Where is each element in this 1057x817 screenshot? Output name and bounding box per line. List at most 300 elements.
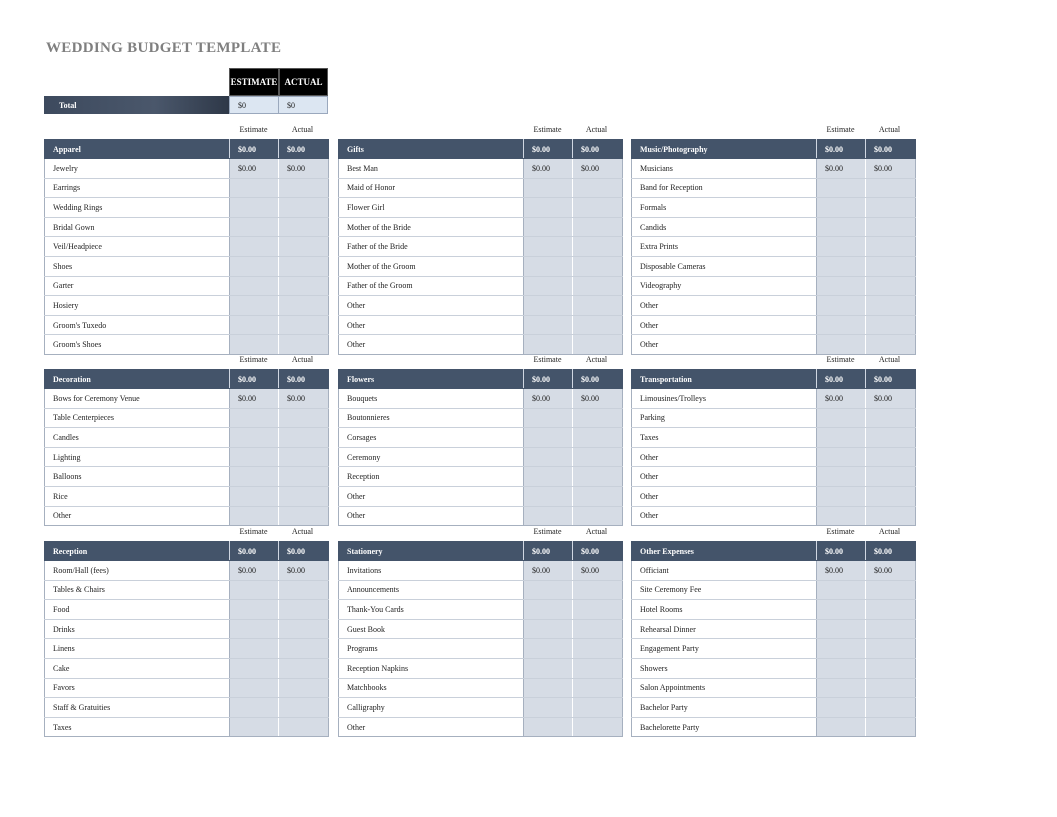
item-actual-cell[interactable] (279, 256, 329, 276)
item-estimate-cell[interactable] (817, 296, 866, 316)
item-estimate-cell[interactable] (817, 658, 866, 678)
item-estimate-cell[interactable] (817, 198, 866, 218)
category-header-row (632, 370, 916, 389)
table-row (632, 159, 916, 179)
item-estimate-cell[interactable] (817, 335, 866, 355)
estimate-column-label: Estimate (826, 355, 855, 364)
item-label[interactable]: Engagement Party (632, 639, 817, 659)
category-estimate-total[interactable]: $0.00 (817, 140, 866, 159)
item-actual-cell[interactable] (866, 315, 916, 335)
item-estimate-cell[interactable] (230, 315, 279, 335)
table-row (45, 335, 329, 355)
item-label[interactable]: Groom's Tuxedo (45, 315, 230, 335)
item-actual-cell[interactable] (866, 276, 916, 296)
item-actual-cell[interactable] (573, 315, 623, 335)
category-actual-total[interactable]: $0.00 (866, 542, 916, 561)
item-actual-cell[interactable] (866, 408, 916, 428)
item-label[interactable]: Rice (45, 486, 230, 506)
item-label[interactable]: Table Centerpieces (45, 408, 230, 428)
category-actual-total[interactable]: $0.00 (279, 370, 329, 389)
category-actual-total[interactable]: $0.00 (866, 140, 916, 159)
category-name[interactable]: Apparel (45, 140, 230, 159)
item-actual-cell[interactable] (573, 600, 623, 620)
item-estimate-cell[interactable] (230, 428, 279, 448)
table-row (45, 217, 329, 237)
item-label[interactable]: Mother of the Groom (339, 256, 524, 276)
item-label[interactable]: Videography (632, 276, 817, 296)
item-actual-cell[interactable] (573, 580, 623, 600)
item-label[interactable]: Father of the Groom (339, 276, 524, 296)
item-actual-cell[interactable] (279, 178, 329, 198)
table-row (339, 580, 623, 600)
item-actual-cell[interactable] (279, 467, 329, 487)
table-row (632, 467, 916, 487)
item-actual-cell[interactable] (279, 639, 329, 659)
category-estimate-total[interactable]: $0.00 (230, 140, 279, 159)
item-label[interactable]: Extra Prints (632, 237, 817, 257)
item-actual-cell[interactable] (866, 217, 916, 237)
item-estimate-cell[interactable] (817, 276, 866, 296)
item-label[interactable]: Earrings (45, 178, 230, 198)
item-estimate-cell[interactable]: $0.00 (817, 389, 866, 409)
item-estimate-cell[interactable] (524, 276, 573, 296)
item-label[interactable]: Other (339, 296, 524, 316)
item-label[interactable]: Hotel Rooms (632, 600, 817, 620)
category-actual-total[interactable]: $0.00 (573, 370, 623, 389)
item-estimate-cell[interactable] (817, 698, 866, 718)
category-estimate-total[interactable]: $0.00 (817, 542, 866, 561)
item-estimate-cell[interactable]: $0.00 (524, 389, 573, 409)
item-estimate-cell[interactable] (524, 315, 573, 335)
item-label[interactable]: Guest Book (339, 619, 524, 639)
item-actual-cell[interactable]: $0.00 (279, 561, 329, 581)
item-label[interactable]: Favors (45, 678, 230, 698)
item-estimate-cell[interactable] (817, 678, 866, 698)
item-actual-cell[interactable] (279, 217, 329, 237)
category-actual-total[interactable]: $0.00 (279, 140, 329, 159)
item-label[interactable]: Invitations (339, 561, 524, 581)
item-label[interactable]: Programs (339, 639, 524, 659)
item-estimate-cell[interactable]: $0.00 (230, 389, 279, 409)
item-actual-cell[interactable] (279, 678, 329, 698)
item-label[interactable]: Bachelor Party (632, 698, 817, 718)
table-row (45, 408, 329, 428)
item-estimate-cell[interactable] (524, 639, 573, 659)
item-label[interactable]: Officiant (632, 561, 817, 581)
item-estimate-cell[interactable] (524, 408, 573, 428)
item-estimate-cell[interactable] (230, 256, 279, 276)
item-label[interactable]: Shoes (45, 256, 230, 276)
item-actual-cell[interactable] (573, 256, 623, 276)
item-label[interactable]: Other (339, 486, 524, 506)
item-estimate-cell[interactable]: $0.00 (524, 561, 573, 581)
item-estimate-cell[interactable] (817, 237, 866, 257)
item-estimate-cell[interactable] (524, 717, 573, 737)
item-actual-cell[interactable] (279, 506, 329, 526)
summary-estimate-header[interactable]: ESTIMATE (229, 68, 279, 96)
item-actual-cell[interactable]: $0.00 (279, 389, 329, 409)
item-actual-cell[interactable] (866, 717, 916, 737)
category-name[interactable]: Transportation (632, 370, 817, 389)
table-row (339, 296, 623, 316)
category-actual-total[interactable]: $0.00 (279, 542, 329, 561)
category-table (631, 541, 916, 737)
item-label[interactable]: Site Ceremony Fee (632, 580, 817, 600)
summary-estimate-total[interactable]: $0 (229, 96, 279, 114)
item-actual-cell[interactable] (573, 506, 623, 526)
item-label[interactable]: Garter (45, 276, 230, 296)
item-actual-cell[interactable] (573, 447, 623, 467)
item-actual-cell[interactable] (573, 658, 623, 678)
item-actual-cell[interactable] (279, 658, 329, 678)
item-label[interactable]: Showers (632, 658, 817, 678)
category-actual-total[interactable]: $0.00 (573, 542, 623, 561)
item-label[interactable]: Other (632, 447, 817, 467)
item-label[interactable]: Matchbooks (339, 678, 524, 698)
item-actual-cell[interactable] (866, 335, 916, 355)
item-estimate-cell[interactable] (230, 658, 279, 678)
category-decoration (44, 355, 328, 526)
table-row (339, 408, 623, 428)
table-row (339, 698, 623, 718)
item-label[interactable]: Other (339, 335, 524, 355)
item-estimate-cell[interactable] (524, 428, 573, 448)
table-row (632, 678, 916, 698)
item-estimate-cell[interactable]: $0.00 (230, 561, 279, 581)
item-label[interactable]: Other (632, 335, 817, 355)
item-actual-cell[interactable] (279, 619, 329, 639)
item-actual-cell[interactable] (866, 678, 916, 698)
category-name[interactable]: Flowers (339, 370, 524, 389)
table-row (45, 580, 329, 600)
item-actual-cell[interactable] (573, 335, 623, 355)
item-label[interactable]: Jewelry (45, 159, 230, 179)
item-label[interactable]: Wedding Rings (45, 198, 230, 218)
table-row (339, 276, 623, 296)
item-label[interactable]: Taxes (45, 717, 230, 737)
item-estimate-cell[interactable] (524, 678, 573, 698)
item-label[interactable]: Candids (632, 217, 817, 237)
item-estimate-cell[interactable]: $0.00 (230, 159, 279, 179)
item-estimate-cell[interactable] (524, 237, 573, 257)
item-actual-cell[interactable] (866, 467, 916, 487)
item-label[interactable]: Taxes (632, 428, 817, 448)
item-actual-cell[interactable] (866, 600, 916, 620)
item-actual-cell[interactable] (866, 198, 916, 218)
category-estimate-total[interactable]: $0.00 (817, 370, 866, 389)
item-label[interactable]: Other (339, 506, 524, 526)
item-estimate-cell[interactable] (817, 600, 866, 620)
estimate-column-label: Estimate (239, 125, 268, 134)
item-estimate-cell[interactable] (230, 678, 279, 698)
column-labels (816, 355, 915, 367)
item-estimate-cell[interactable] (230, 178, 279, 198)
item-label[interactable]: Formals (632, 198, 817, 218)
item-actual-cell[interactable] (279, 335, 329, 355)
item-actual-cell[interactable] (279, 698, 329, 718)
item-label[interactable]: Bachelorette Party (632, 717, 817, 737)
item-label[interactable]: Reception (339, 467, 524, 487)
item-estimate-cell[interactable] (817, 717, 866, 737)
table-row (339, 486, 623, 506)
table-row (339, 315, 623, 335)
item-actual-cell[interactable] (573, 619, 623, 639)
item-estimate-cell[interactable] (524, 698, 573, 718)
category-estimate-total[interactable]: $0.00 (524, 542, 573, 561)
item-label[interactable]: Groom's Shoes (45, 335, 230, 355)
item-actual-cell[interactable] (866, 698, 916, 718)
item-label[interactable]: Musicians (632, 159, 817, 179)
item-estimate-cell[interactable] (524, 580, 573, 600)
table-row (45, 428, 329, 448)
table-row (339, 678, 623, 698)
item-label[interactable]: Other (339, 315, 524, 335)
item-estimate-cell[interactable]: $0.00 (817, 159, 866, 179)
item-label[interactable]: Other (632, 506, 817, 526)
category-estimate-total[interactable]: $0.00 (230, 370, 279, 389)
item-estimate-cell[interactable] (524, 506, 573, 526)
table-row (632, 237, 916, 257)
item-label[interactable]: Bouquets (339, 389, 524, 409)
item-estimate-cell[interactable] (230, 198, 279, 218)
item-actual-cell[interactable] (866, 296, 916, 316)
item-actual-cell[interactable]: $0.00 (573, 389, 623, 409)
item-actual-cell[interactable]: $0.00 (866, 159, 916, 179)
item-actual-cell[interactable] (279, 315, 329, 335)
item-actual-cell[interactable] (573, 486, 623, 506)
category-name[interactable]: Decoration (45, 370, 230, 389)
item-label[interactable]: Lighting (45, 447, 230, 467)
item-actual-cell[interactable] (573, 408, 623, 428)
item-actual-cell[interactable] (573, 639, 623, 659)
item-label[interactable]: Maid of Honor (339, 178, 524, 198)
category-gifts (338, 125, 622, 355)
item-label[interactable]: Mother of the Bride (339, 217, 524, 237)
item-label[interactable]: Rehearsal Dinner (632, 619, 817, 639)
item-estimate-cell[interactable] (524, 198, 573, 218)
item-estimate-cell[interactable] (817, 408, 866, 428)
item-estimate-cell[interactable] (230, 408, 279, 428)
item-estimate-cell[interactable] (230, 600, 279, 620)
item-actual-cell[interactable] (866, 639, 916, 659)
item-estimate-cell[interactable] (524, 486, 573, 506)
item-actual-cell[interactable] (279, 276, 329, 296)
item-label[interactable]: Bridal Gown (45, 217, 230, 237)
item-estimate-cell[interactable] (817, 639, 866, 659)
item-actual-cell[interactable] (279, 600, 329, 620)
item-actual-cell[interactable] (573, 296, 623, 316)
summary-actual-header[interactable]: ACTUAL (279, 68, 328, 96)
item-label[interactable]: Parking (632, 408, 817, 428)
item-estimate-cell[interactable] (817, 217, 866, 237)
item-estimate-cell[interactable] (524, 619, 573, 639)
item-actual-cell[interactable] (279, 486, 329, 506)
item-actual-cell[interactable] (866, 428, 916, 448)
item-actual-cell[interactable]: $0.00 (866, 389, 916, 409)
item-actual-cell[interactable] (279, 447, 329, 467)
table-row (632, 335, 916, 355)
item-estimate-cell[interactable]: $0.00 (524, 159, 573, 179)
item-actual-cell[interactable]: $0.00 (279, 159, 329, 179)
item-actual-cell[interactable] (573, 217, 623, 237)
item-estimate-cell[interactable] (230, 639, 279, 659)
item-estimate-cell[interactable] (230, 698, 279, 718)
table-row (632, 580, 916, 600)
item-estimate-cell[interactable] (817, 619, 866, 639)
item-actual-cell[interactable] (866, 237, 916, 257)
item-actual-cell[interactable] (279, 237, 329, 257)
table-row (632, 389, 916, 409)
item-actual-cell[interactable] (573, 467, 623, 487)
item-label[interactable]: Staff & Gratuities (45, 698, 230, 718)
item-actual-cell[interactable]: $0.00 (573, 561, 623, 581)
item-actual-cell[interactable] (866, 580, 916, 600)
item-actual-cell[interactable]: $0.00 (573, 159, 623, 179)
category-name[interactable]: Music/Photography (632, 140, 817, 159)
item-estimate-cell[interactable] (817, 467, 866, 487)
item-label[interactable]: Flower Girl (339, 198, 524, 218)
item-label[interactable]: Drinks (45, 619, 230, 639)
item-actual-cell[interactable] (279, 717, 329, 737)
item-label[interactable]: Bows for Ceremony Venue (45, 389, 230, 409)
item-label[interactable]: Disposable Cameras (632, 256, 817, 276)
category-stationery (338, 527, 622, 737)
item-label[interactable]: Father of the Bride (339, 237, 524, 257)
item-estimate-cell[interactable] (817, 506, 866, 526)
category-estimate-total[interactable]: $0.00 (524, 370, 573, 389)
item-label[interactable]: Candles (45, 428, 230, 448)
item-label[interactable]: Reception Napkins (339, 658, 524, 678)
table-row (45, 561, 329, 581)
item-estimate-cell[interactable] (230, 447, 279, 467)
category-name[interactable]: Stationery (339, 542, 524, 561)
item-actual-cell[interactable] (279, 408, 329, 428)
item-label[interactable]: Other (45, 506, 230, 526)
summary-total-label[interactable]: Total (44, 96, 229, 114)
category-name[interactable]: Reception (45, 542, 230, 561)
item-estimate-cell[interactable] (817, 580, 866, 600)
item-label[interactable]: Veil/Headpiece (45, 237, 230, 257)
item-actual-cell[interactable] (279, 428, 329, 448)
item-label[interactable]: Salon Appointments (632, 678, 817, 698)
item-label[interactable]: Thank-You Cards (339, 600, 524, 620)
item-label[interactable]: Best Man (339, 159, 524, 179)
item-label[interactable]: Other (632, 315, 817, 335)
item-estimate-cell[interactable] (230, 276, 279, 296)
item-label[interactable]: Boutonnieres (339, 408, 524, 428)
item-label[interactable]: Other (339, 717, 524, 737)
item-estimate-cell[interactable]: $0.00 (817, 561, 866, 581)
item-label[interactable]: Tables & Chairs (45, 580, 230, 600)
category-name[interactable]: Other Expenses (632, 542, 817, 561)
item-estimate-cell[interactable] (230, 296, 279, 316)
table-row (632, 276, 916, 296)
item-actual-cell[interactable] (866, 447, 916, 467)
item-label[interactable]: Other (632, 296, 817, 316)
item-estimate-cell[interactable] (524, 447, 573, 467)
item-actual-cell[interactable] (573, 178, 623, 198)
item-label[interactable]: Corsages (339, 428, 524, 448)
item-actual-cell[interactable] (573, 428, 623, 448)
item-actual-cell[interactable] (573, 678, 623, 698)
item-label[interactable]: Calligraphy (339, 698, 524, 718)
item-estimate-cell[interactable] (817, 178, 866, 198)
item-estimate-cell[interactable] (524, 658, 573, 678)
item-label[interactable]: Limousines/Trolleys (632, 389, 817, 409)
item-actual-cell[interactable] (573, 276, 623, 296)
item-label[interactable]: Room/Hall (fees) (45, 561, 230, 581)
item-estimate-cell[interactable] (230, 486, 279, 506)
item-actual-cell[interactable] (279, 296, 329, 316)
item-estimate-cell[interactable] (817, 315, 866, 335)
summary-actual-total[interactable]: $0 (279, 96, 328, 114)
item-estimate-cell[interactable] (524, 335, 573, 355)
item-actual-cell[interactable] (279, 580, 329, 600)
item-estimate-cell[interactable] (230, 217, 279, 237)
item-actual-cell[interactable] (573, 717, 623, 737)
category-estimate-total[interactable]: $0.00 (524, 140, 573, 159)
item-estimate-cell[interactable] (524, 217, 573, 237)
item-label[interactable]: Other (632, 486, 817, 506)
table-row (632, 717, 916, 737)
item-label[interactable]: Linens (45, 639, 230, 659)
item-label[interactable]: Other (632, 467, 817, 487)
item-label[interactable]: Balloons (45, 467, 230, 487)
item-label[interactable]: Food (45, 600, 230, 620)
item-actual-cell[interactable] (866, 178, 916, 198)
item-label[interactable]: Cake (45, 658, 230, 678)
item-actual-cell[interactable]: $0.00 (866, 561, 916, 581)
item-actual-cell[interactable] (866, 256, 916, 276)
actual-column-label: Actual (291, 125, 314, 134)
item-estimate-cell[interactable] (230, 506, 279, 526)
table-row (632, 178, 916, 198)
item-label[interactable]: Band for Reception (632, 178, 817, 198)
item-actual-cell[interactable] (866, 619, 916, 639)
item-estimate-cell[interactable] (524, 178, 573, 198)
item-estimate-cell[interactable] (524, 296, 573, 316)
item-estimate-cell[interactable] (817, 486, 866, 506)
item-label[interactable]: Hosiery (45, 296, 230, 316)
category-name[interactable]: Gifts (339, 140, 524, 159)
item-estimate-cell[interactable] (817, 256, 866, 276)
item-estimate-cell[interactable] (524, 600, 573, 620)
category-estimate-total[interactable]: $0.00 (230, 542, 279, 561)
item-label[interactable]: Announcements (339, 580, 524, 600)
item-estimate-cell[interactable] (524, 467, 573, 487)
item-actual-cell[interactable] (866, 506, 916, 526)
item-estimate-cell[interactable] (817, 447, 866, 467)
item-actual-cell[interactable] (279, 198, 329, 218)
item-estimate-cell[interactable] (230, 335, 279, 355)
item-estimate-cell[interactable] (230, 580, 279, 600)
item-estimate-cell[interactable] (230, 467, 279, 487)
item-actual-cell[interactable] (573, 698, 623, 718)
item-actual-cell[interactable] (573, 237, 623, 257)
category-actual-total[interactable]: $0.00 (573, 140, 623, 159)
item-actual-cell[interactable] (866, 486, 916, 506)
item-actual-cell[interactable] (866, 658, 916, 678)
item-actual-cell[interactable] (573, 198, 623, 218)
item-label[interactable]: Ceremony (339, 447, 524, 467)
item-estimate-cell[interactable] (230, 717, 279, 737)
item-estimate-cell[interactable] (817, 428, 866, 448)
category-apparel (44, 125, 328, 355)
item-estimate-cell[interactable] (230, 237, 279, 257)
item-estimate-cell[interactable] (524, 256, 573, 276)
item-estimate-cell[interactable] (230, 619, 279, 639)
category-actual-total[interactable]: $0.00 (866, 370, 916, 389)
